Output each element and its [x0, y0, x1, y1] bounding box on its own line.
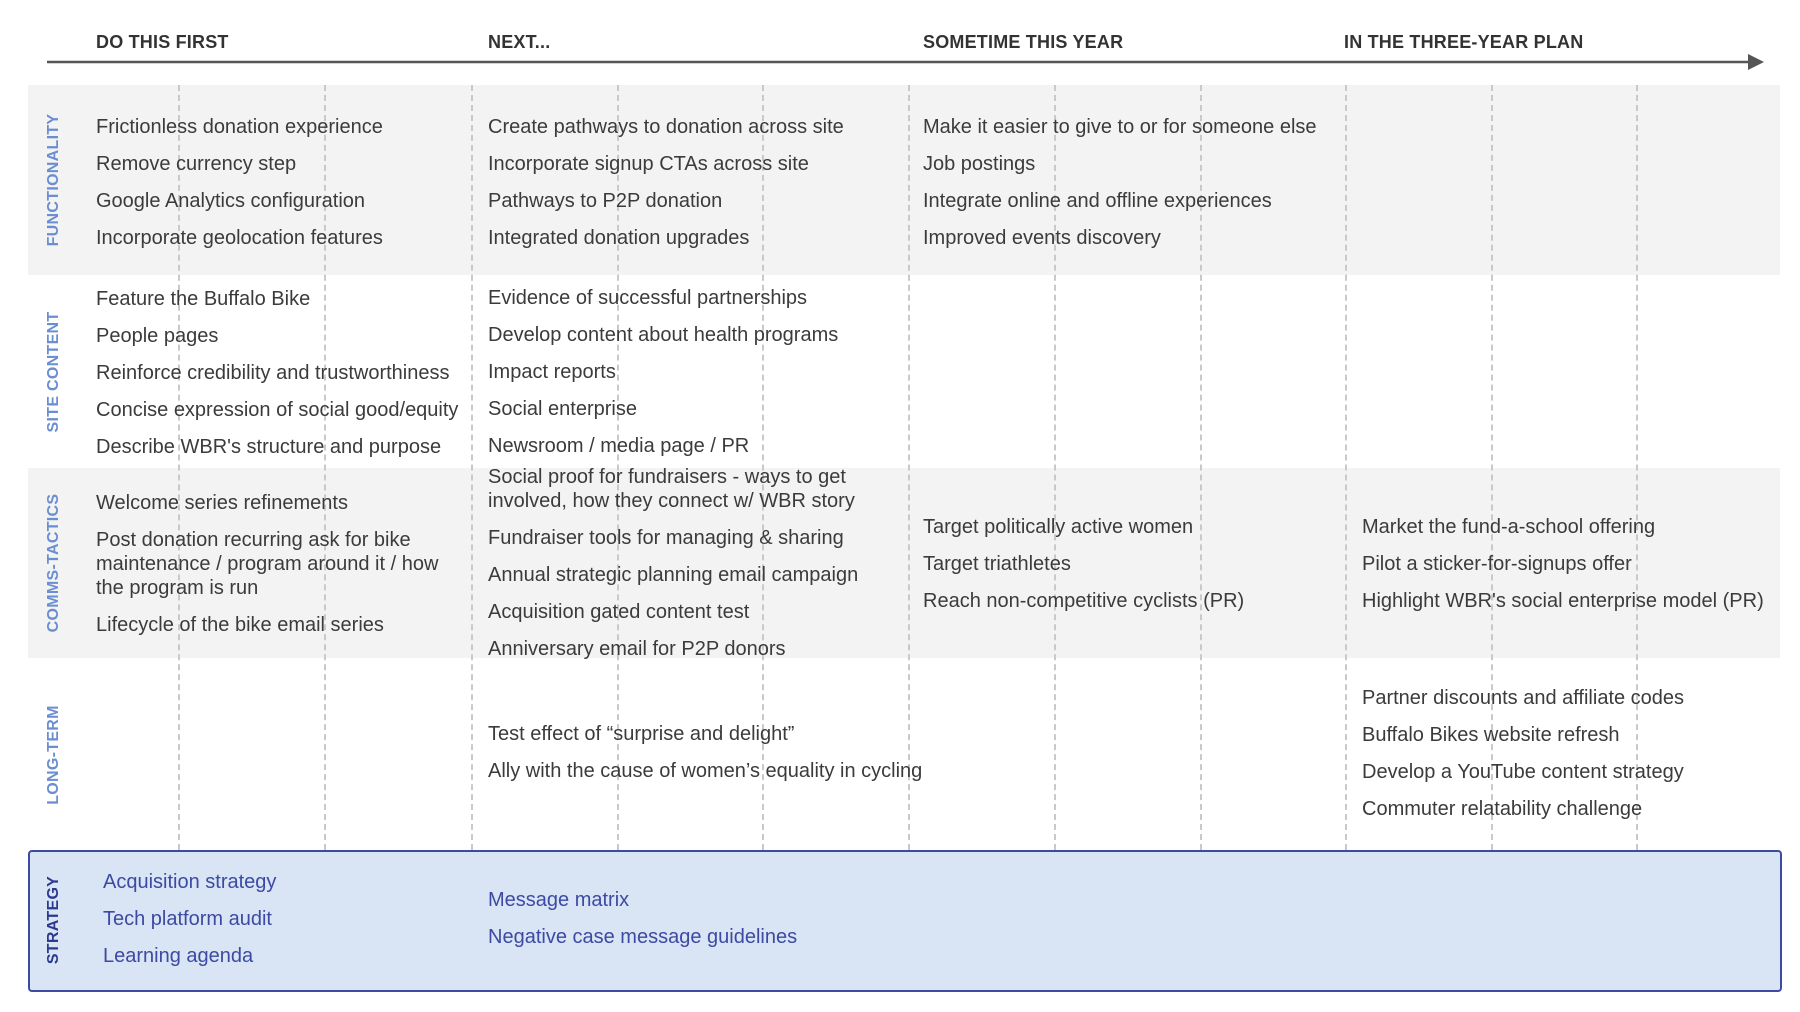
timeline-arrow: [0, 0, 1800, 80]
comms-tactics-next: [488, 465, 898, 674]
list-item: Incorporate geolocation features: [96, 227, 383, 249]
header-sometime-this-year: SOMETIME THIS YEAR: [923, 32, 1124, 52]
list-item: Integrate online and offline experiences: [923, 190, 1272, 212]
list-item: Pathways to P2P donation: [488, 190, 723, 212]
list-item: Improved events discovery: [923, 227, 1161, 249]
header-do-this-first: DO THIS FIRST: [96, 32, 229, 52]
list-item: Evidence of successful partnerships: [488, 287, 808, 309]
strategy-do-this-first: [103, 870, 443, 981]
list-item: Market the fund-a-school offering: [1362, 516, 1656, 538]
functionality-do-this-first: [96, 115, 466, 263]
list-item: Welcome series refinements: [96, 492, 348, 514]
list-item: Message matrix: [488, 889, 630, 911]
list-item: Reinforce credibility and trustworthiness: [96, 362, 450, 384]
comms-tactics-sometime-this-year: [923, 515, 1343, 626]
list-item: Remove currency step: [96, 153, 297, 175]
list-item: Anniversary email for P2P donors: [488, 638, 786, 660]
roadmap-canvas: DO THIS FIRST NEXT... SOMETIME THIS YEAR IN THE THREE-YEAR PLAN FUNCTIONALITY SITE CONTENT COMMS-TACTICS LONG-TERM Frictionless donation experience Remove currency step Google Analytics configuration Incorporate geolocation features Create pathways to donation across site Incorporate signup CTAs across site Pathways to P2P donation Integrated donation upgrades Make it easier to give to or for someone else Job postings Integrate online and offline experiences Improved events discovery Feature the Buffalo Bike People pages Reinforce credibility and trustworthiness Concise expression of social good/equity Describe WBR's structure and purpose Evidence of successful partnerships Develop content about health programs Impact reports Social enterprise Newsroom / media page / PR Welcome series refinements Post donation recurring ask for bike maintenance / program around it / how the program is run Lifecycle of the bike email series Social proof for fundraisers - ways to get involved, how they connect w/ WBR story Fundraiser tools for managing & sharing Annual strategic planning email campaign Acquisition gated content test Anniversary email for P2P donors Target politically active women Target triathletes Reach non-competitive cyclists (PR) Market the fund-a-school offering Pilot a sticker-for-signups offer Highlight WBR's social enterprise model (PR) Test effect of “surprise and delight” Ally with the cause of women’s equality in cycling Partner discounts and affiliate codes Buffalo Bikes website refresh Develop a YouTube content strategy Commuter relatability challenge STRATEGY Acquisition strategy Tech platform audit Learning agenda Message matrix Negative case message guidelines: [0, 0, 1800, 1012]
list-item: Commuter relatability challenge: [1362, 798, 1643, 820]
list-item: Test effect of “surprise and delight”: [488, 723, 795, 745]
list-item: Annual strategic planning email campaign: [488, 564, 859, 586]
list-item: Acquisition gated content test: [488, 601, 750, 623]
list-item: People pages: [96, 325, 219, 347]
list-item: Describe WBR's structure and purpose: [96, 436, 442, 458]
long-term-three-year-plan: [1362, 686, 1762, 834]
list-item: Google Analytics configuration: [96, 190, 366, 212]
list-item: Tech platform audit: [103, 908, 272, 930]
list-item: Fundraiser tools for managing & sharing: [488, 527, 844, 549]
list-item: Pilot a sticker-for-signups offer: [1362, 553, 1632, 575]
long-term-next: [488, 722, 938, 796]
list-item: Create pathways to donation across site: [488, 116, 844, 138]
list-item: Social proof for fundraisers - ways to get involved, how they connect w/ WBR story: [488, 466, 855, 512]
header-three-year-plan: IN THE THREE-YEAR PLAN: [1344, 32, 1584, 52]
list-item: Buffalo Bikes website refresh: [1362, 724, 1620, 746]
list-item: Make it easier to give to or for someone else: [923, 116, 1317, 138]
list-item: Highlight WBR's social enterprise model (PR): [1362, 590, 1764, 612]
list-item: Target politically active women: [923, 516, 1194, 538]
list-item: Incorporate signup CTAs across site: [488, 153, 809, 175]
list-item: Post donation recurring ask for bike maintenance / program around it / how the program is run: [96, 529, 439, 599]
strategy-next: [488, 888, 908, 962]
functionality-next: [488, 115, 918, 263]
list-item: Frictionless donation experience: [96, 116, 383, 138]
functionality-sometime-this-year: [923, 115, 1363, 263]
list-item: Lifecycle of the bike email series: [96, 614, 384, 636]
list-item: Learning agenda: [103, 945, 254, 967]
list-item: Develop a YouTube content strategy: [1362, 761, 1684, 783]
list-item: Social enterprise: [488, 398, 637, 420]
list-item: Acquisition strategy: [103, 871, 277, 893]
list-item: Impact reports: [488, 361, 616, 383]
list-item: Newsroom / media page / PR: [488, 435, 750, 457]
list-item: Negative case message guidelines: [488, 926, 798, 948]
list-item: Ally with the cause of women’s equality in cycling: [488, 760, 923, 782]
comms-tactics-three-year-plan: [1362, 515, 1777, 626]
site-content-next: [488, 286, 918, 471]
list-item: Reach non-competitive cyclists (PR): [923, 590, 1245, 612]
list-item: Integrated donation upgrades: [488, 227, 750, 249]
list-item: Concise expression of social good/equity: [96, 399, 459, 421]
site-content-do-this-first: [96, 287, 476, 472]
list-item: Target triathletes: [923, 553, 1071, 575]
list-item: Develop content about health programs: [488, 324, 839, 346]
comms-tactics-do-this-first: [96, 491, 466, 650]
header-next: NEXT...: [488, 32, 551, 52]
list-item: Feature the Buffalo Bike: [96, 288, 311, 310]
list-item: Partner discounts and affiliate codes: [1362, 687, 1685, 709]
list-item: Job postings: [923, 153, 1036, 175]
